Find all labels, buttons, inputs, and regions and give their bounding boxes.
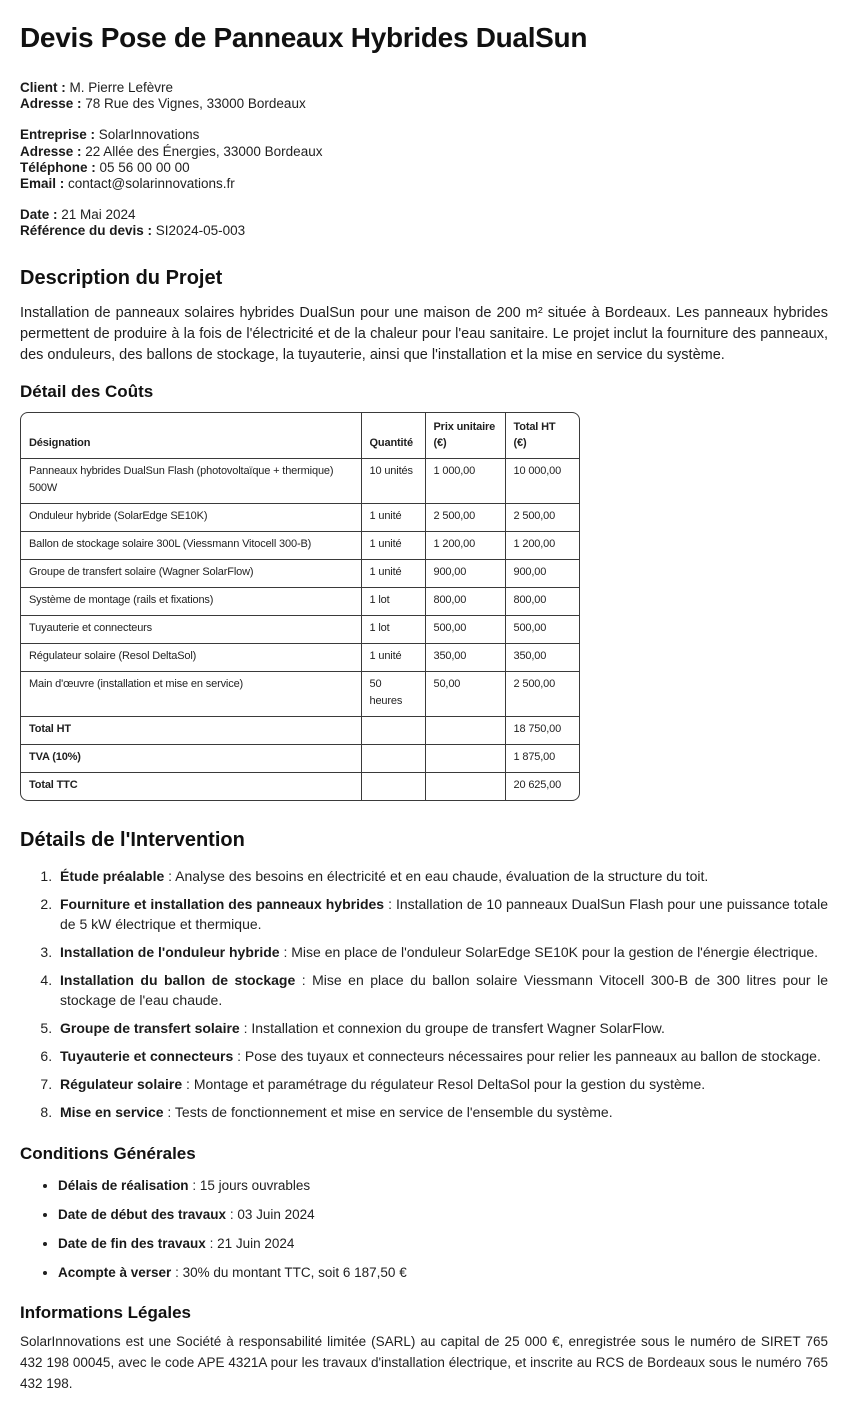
document-title: Devis Pose de Panneaux Hybrides DualSun: [20, 22, 588, 53]
description-text: Installation de panneaux solaires hybrides DualSun pour une maison de 200 m² située à Bordeaux. Les panneaux hybrides permettent de produire à la fois de l'électricité et de la chaleur pour l'eau sanitaire. Le projet inclut la fourniture des panneaux, des onduleurs, des ballons de stockage, la tuyauterie, ainsi que l'installation et la mise en service du système.: [20, 304, 828, 363]
intervention-item: 7. Régulateur solaire : Montage et paramétrage du régulateur Resol DeltaSol pour la gestion du système.: [56, 1074, 828, 1094]
condition-item-label: Date de fin des travaux: [58, 1235, 206, 1251]
table-cell: 2 500,00: [425, 503, 505, 531]
table-cell: TVA (10%): [21, 744, 361, 772]
client-info-block: [20, 80, 828, 112]
table-cell: 20 625,00: [505, 772, 579, 800]
intervention-item-label: Installation de l'onduleur hybride: [60, 943, 280, 960]
conditions-list: [20, 1177, 828, 1281]
total-row: [21, 744, 579, 772]
info-line: [20, 223, 828, 239]
condition-item-label: Acompte à verser: [58, 1264, 172, 1280]
table-row: [21, 531, 579, 559]
costs-table-container: [20, 412, 580, 801]
table-cell: [361, 772, 425, 800]
column-header: Désignation: [21, 413, 361, 459]
condition-item: • Acompte à verser : 30% du montant TTC, soit 6 187,50 €: [58, 1264, 828, 1281]
info-line: [20, 96, 828, 112]
info-label: Téléphone :: [20, 159, 96, 175]
table-cell: 350,00: [425, 643, 505, 671]
table-cell: 1 unité: [361, 531, 425, 559]
column-header: Total HT (€): [505, 413, 579, 459]
info-line: [20, 127, 828, 143]
section-heading-costs: Détail des Coûts: [20, 381, 154, 401]
intervention-item-label: Fourniture et installation des panneaux hybrides: [60, 895, 385, 912]
table-row: [21, 587, 579, 615]
table-cell: 50,00: [425, 671, 505, 716]
info-line: [20, 144, 828, 160]
info-label: Adresse :: [20, 143, 82, 159]
total-row: [21, 716, 579, 744]
intervention-item-label: Régulateur solaire: [60, 1075, 183, 1092]
table-cell: 350,00: [505, 643, 579, 671]
intervention-item-label: Groupe de transfert solaire: [60, 1019, 240, 1036]
table-row: [21, 503, 579, 531]
table-cell: 1 000,00: [425, 458, 505, 503]
intervention-item: 6. Tuyauterie et connecteurs : Pose des tuyaux et connecteurs nécessaires pour relier les panneaux au ballon de stockage.: [56, 1046, 828, 1066]
table-cell: Ballon de stockage solaire 300L (Viessmann Vitocell 300-B): [21, 531, 361, 559]
table-row: [21, 671, 579, 716]
intervention-item: 4. Installation du ballon de stockage : Mise en place du ballon solaire Viessmann Vitocell 300-B de 300 litres pour le stockage de l'eau chaude.: [56, 970, 828, 1010]
total-row: [21, 772, 579, 800]
table-cell: 18 750,00: [505, 716, 579, 744]
section-heading-conditions: Conditions Générales: [20, 1143, 196, 1163]
table-cell: 500,00: [425, 615, 505, 643]
table-cell: Régulateur solaire (Resol DeltaSol): [21, 643, 361, 671]
table-cell: 1 lot: [361, 587, 425, 615]
info-value: 22 Allée des Énergies, 33000 Bordeaux: [81, 143, 323, 159]
info-line: [20, 160, 828, 176]
table-cell: 1 unité: [361, 503, 425, 531]
table-row: [21, 643, 579, 671]
table-cell: [361, 744, 425, 772]
info-value: 05 56 00 00 00: [95, 159, 190, 175]
table-row: [21, 615, 579, 643]
info-label: Référence du devis :: [20, 223, 153, 239]
info-value: contact@solarinnovations.fr: [64, 176, 235, 192]
intervention-item-label: Installation du ballon de stockage: [60, 971, 296, 988]
table-cell: 2 500,00: [505, 671, 579, 716]
info-label: Date :: [20, 207, 58, 223]
info-value: 78 Rue des Vignes, 33000 Bordeaux: [81, 96, 306, 112]
info-label: Client :: [20, 80, 66, 95]
header-row: [21, 413, 579, 459]
info-value: 21 Mai 2024: [57, 207, 136, 223]
intervention-item: 5. Groupe de transfert solaire : Installation et connexion du groupe de transfert Wagner SolarFlow.: [56, 1018, 828, 1038]
table-cell: Total TTC: [21, 772, 361, 800]
table-cell: 10 000,00: [505, 458, 579, 503]
info-line: [20, 176, 828, 192]
intervention-item: 2. Fourniture et installation des panneaux hybrides : Installation de 10 panneaux DualSun Flash pour une puissance totale de 5 kW électrique et thermique.: [56, 894, 828, 934]
table-cell: 1 200,00: [425, 531, 505, 559]
table-cell: 1 unité: [361, 559, 425, 587]
intervention-list: [20, 866, 828, 1122]
table-cell: [425, 744, 505, 772]
condition-item: • Date de début des travaux : 03 Juin 2024: [58, 1206, 828, 1223]
info-label: Email :: [20, 176, 65, 192]
condition-item: • Date de fin des travaux : 21 Juin 2024: [58, 1235, 828, 1252]
info-label: Entreprise :: [20, 127, 96, 143]
info-value: M. Pierre Lefèvre: [65, 80, 174, 95]
table-cell: 800,00: [505, 587, 579, 615]
section-heading-intervention: Détails de l'Intervention: [20, 828, 245, 851]
table-cell: Panneaux hybrides DualSun Flash (photovoltaïque + thermique) 500W: [21, 458, 361, 503]
table-cell: 800,00: [425, 587, 505, 615]
table-cell: 900,00: [425, 559, 505, 587]
info-label: Adresse :: [20, 96, 82, 112]
header-info: [20, 80, 828, 240]
table-cell: Groupe de transfert solaire (Wagner SolarFlow): [21, 559, 361, 587]
table-cell: Total HT: [21, 716, 361, 744]
company-info-block: [20, 127, 828, 192]
info-value: SI2024-05-003: [152, 223, 246, 239]
intervention-item: 3. Installation de l'onduleur hybride : Mise en place de l'onduleur SolarEdge SE10K pour la gestion de l'énergie électrique.: [56, 942, 828, 962]
table-cell: [425, 716, 505, 744]
condition-item-label: Délais de réalisation: [58, 1177, 189, 1193]
table-cell: Système de montage (rails et fixations): [21, 587, 361, 615]
intervention-item: 1. Étude préalable : Analyse des besoins en électricité et en eau chaude, évaluation de la structure du toit.: [56, 866, 828, 886]
table-cell: 1 unité: [361, 643, 425, 671]
table-cell: 1 200,00: [505, 531, 579, 559]
legal-text: SolarInnovations est une Société à responsabilité limitée (SARL) au capital de 25 000 €, enregistrée sous le numéro de SIRET 765 432 198 00045, avec le code APE 4321A pour les travaux d'installation électrique, et inscrite au RCS de Bordeaux sous le numéro 765 432 198.: [20, 1333, 828, 1391]
table-cell: 500,00: [505, 615, 579, 643]
table-cell: Tuyauterie et connecteurs: [21, 615, 361, 643]
intervention-item-label: Étude préalable: [60, 867, 165, 884]
column-header: Prix unitaire (€): [425, 413, 505, 459]
intervention-item-label: Mise en service: [60, 1103, 164, 1120]
costs-table: [21, 413, 579, 800]
table-cell: 900,00: [505, 559, 579, 587]
meta-info-block: [20, 207, 828, 239]
table-cell: [425, 772, 505, 800]
table-row: [21, 458, 579, 503]
column-header: Quantité: [361, 413, 425, 459]
table-cell: Main d'œuvre (installation et mise en service): [21, 671, 361, 716]
condition-item: • Délais de réalisation : 15 jours ouvrables: [58, 1177, 828, 1194]
intervention-item-label: Tuyauterie et connecteurs: [60, 1047, 234, 1064]
table-cell: [361, 716, 425, 744]
section-heading-description: Description du Projet: [20, 266, 223, 289]
info-line: [20, 207, 828, 223]
table-row: [21, 559, 579, 587]
info-value: SolarInnovations: [95, 127, 200, 143]
costs-table-body: [21, 458, 579, 800]
costs-table-head: [21, 413, 579, 459]
info-line: [20, 80, 828, 96]
section-heading-legal: Informations Légales: [20, 1302, 191, 1322]
intervention-item: 8. Mise en service : Tests de fonctionnement et mise en service de l'ensemble du système.: [56, 1102, 828, 1122]
table-cell: 1 875,00: [505, 744, 579, 772]
table-cell: 1 lot: [361, 615, 425, 643]
table-cell: Onduleur hybride (SolarEdge SE10K): [21, 503, 361, 531]
condition-item-label: Date de début des travaux: [58, 1206, 227, 1222]
table-cell: 10 unités: [361, 458, 425, 503]
table-cell: 2 500,00: [505, 503, 579, 531]
table-cell: 50 heures: [361, 671, 425, 716]
